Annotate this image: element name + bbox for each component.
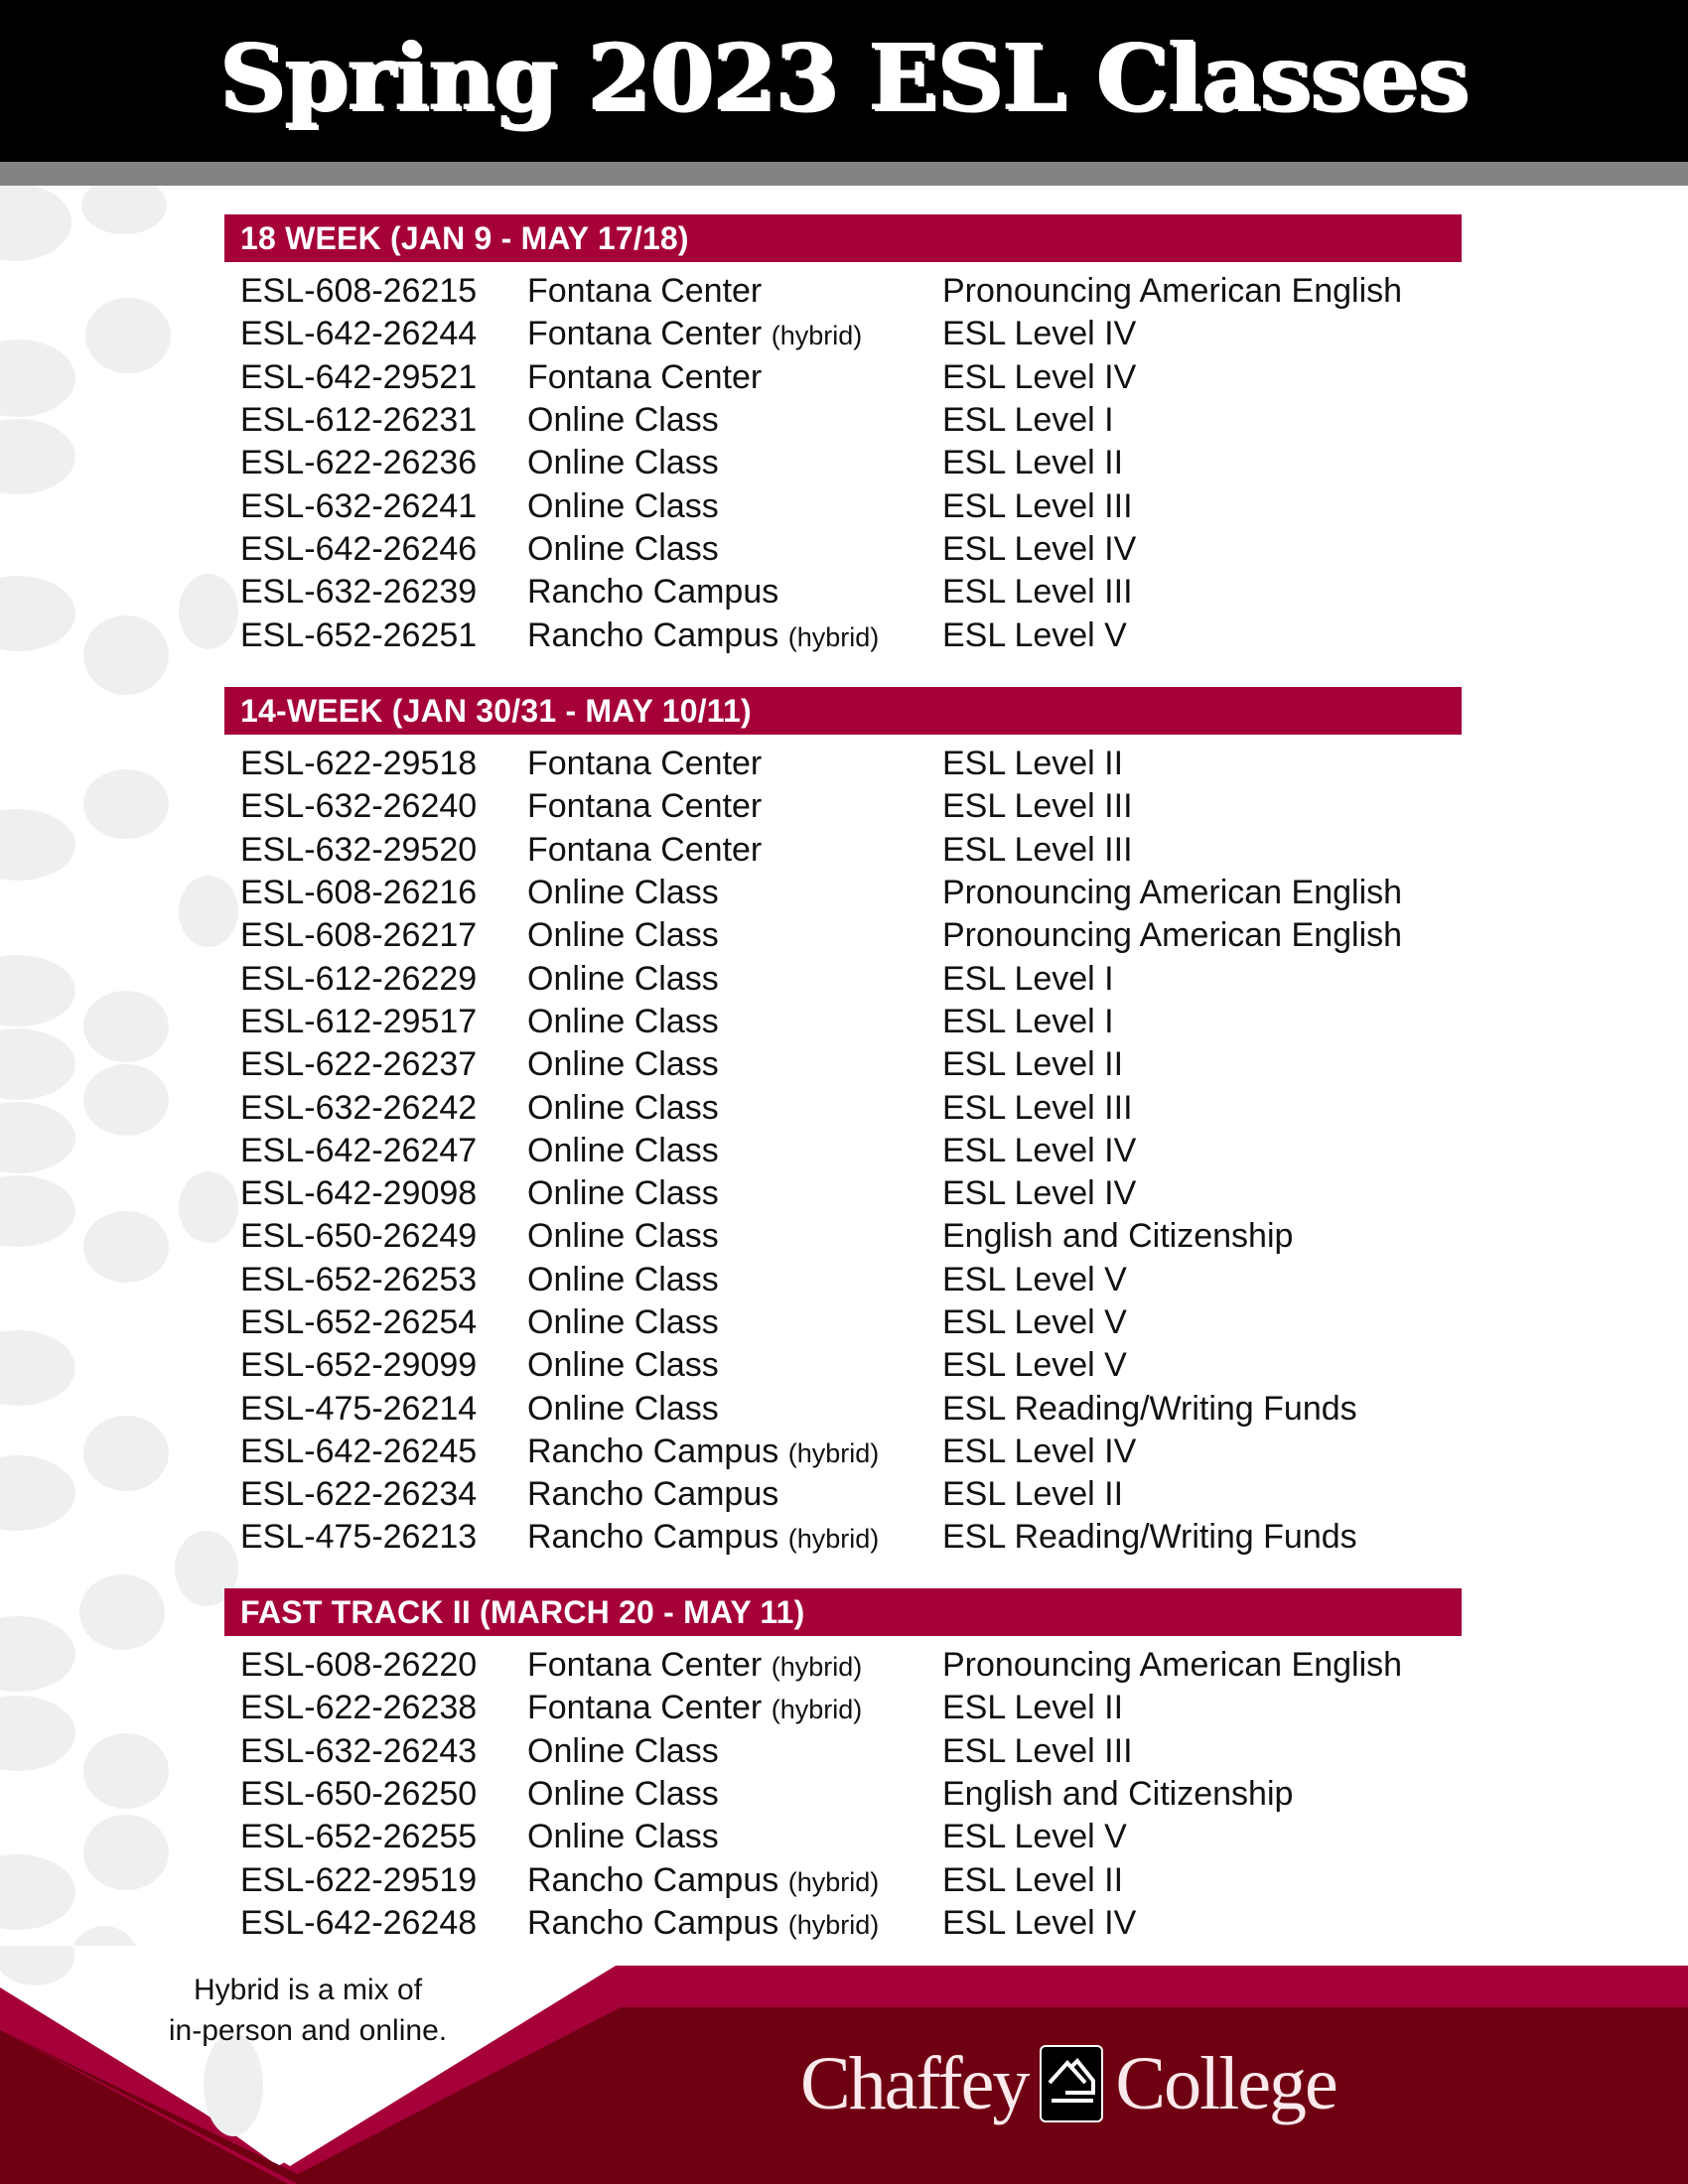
- class-location: [527, 831, 942, 870]
- class-row: [224, 829, 1462, 872]
- class-location: [527, 573, 942, 612]
- course-title: ESL Level IV: [942, 1131, 1137, 1169]
- course-title: ESL Level I: [942, 959, 1114, 998]
- deco-circle: [83, 1815, 169, 1890]
- class-row: [224, 1858, 1462, 1901]
- course-title: ESL Reading/Writing Funds: [942, 1389, 1357, 1428]
- location-name: Online Class: [527, 401, 719, 440]
- class-row: [224, 1344, 1462, 1387]
- class-location: [527, 358, 942, 397]
- class-location: [527, 1732, 942, 1771]
- course-code: ESL-612-26231: [240, 401, 478, 440]
- class-row: [224, 1130, 1462, 1172]
- course-code: ESL-632-26242: [240, 1088, 478, 1127]
- class-row: [224, 1259, 1462, 1301]
- course-title: ESL Level IV: [942, 1174, 1137, 1213]
- hybrid-badge: (hybrid): [787, 1866, 880, 1897]
- class-row: [224, 1473, 1462, 1516]
- class-location: [527, 487, 942, 526]
- deco-circle: [0, 1616, 75, 1692]
- class-location: [527, 916, 942, 955]
- class-location: [527, 530, 942, 569]
- location-name: Online Class: [527, 1303, 719, 1341]
- course-code: ESL-612-26229: [240, 959, 478, 998]
- location-name: Online Class: [527, 916, 719, 955]
- course-code: ESL-652-26254: [240, 1303, 478, 1341]
- class-location: [527, 1261, 942, 1299]
- section-header: 14-WEEK (JAN 30/31 - MAY 10/11): [224, 687, 1462, 735]
- class-location: [527, 1518, 942, 1557]
- location-name: Rancho Campus: [527, 573, 779, 612]
- location-name: Online Class: [527, 1045, 719, 1084]
- course-title: ESL Level V: [942, 1260, 1127, 1298]
- deco-circle: [0, 1175, 75, 1247]
- class-location: [527, 1346, 942, 1385]
- deco-circle: [0, 1330, 75, 1406]
- class-row: [224, 1215, 1462, 1258]
- course-code: ESL-642-29521: [240, 357, 478, 396]
- class-row: [224, 1387, 1462, 1430]
- class-location: [527, 272, 942, 311]
- deco-circle: [0, 576, 75, 651]
- class-row: [224, 1816, 1462, 1858]
- course-code: ESL-622-26238: [240, 1689, 478, 1727]
- course-title: English and Citizenship: [942, 1775, 1294, 1814]
- class-row: [224, 528, 1462, 571]
- course-title: ESL Level IV: [942, 315, 1137, 353]
- course-code: ESL-652-29099: [240, 1346, 478, 1385]
- class-row: [224, 1730, 1462, 1773]
- deco-circle: [0, 809, 75, 881]
- deco-circle: [0, 1696, 75, 1771]
- course-code: ESL-622-26236: [240, 444, 478, 482]
- location-name: Online Class: [527, 874, 719, 912]
- course-code: ESL-642-26245: [240, 1432, 478, 1470]
- class-row: [224, 1001, 1462, 1043]
- class-location: [527, 787, 942, 826]
- course-code: ESL-608-26217: [240, 916, 478, 955]
- class-location: [527, 1390, 942, 1429]
- section-18-week: [224, 214, 1462, 657]
- course-code: ESL-632-26241: [240, 486, 478, 525]
- class-location: [527, 1089, 942, 1128]
- class-list: [224, 1644, 1462, 1945]
- location-name: Fontana Center: [527, 830, 763, 869]
- location-name: Fontana Center: [527, 357, 763, 396]
- location-name: Online Class: [527, 529, 719, 568]
- class-row: [224, 270, 1462, 313]
- location-name: Online Class: [527, 1174, 719, 1213]
- location-name: Rancho Campus: [527, 1518, 779, 1557]
- hybrid-badge: (hybrid): [787, 1437, 880, 1468]
- location-name: Fontana Center: [527, 272, 763, 311]
- course-title: Pronouncing American English: [942, 916, 1403, 955]
- deco-circle: [83, 1416, 169, 1491]
- course-code: ESL-622-26234: [240, 1475, 478, 1514]
- section-header: FAST TRACK II (MARCH 20 - MAY 11): [224, 1588, 1462, 1636]
- location-name: Rancho Campus: [527, 1860, 779, 1899]
- class-location: [527, 444, 942, 482]
- deco-circle: [0, 955, 75, 1026]
- class-location: [527, 1818, 942, 1856]
- course-code: ESL-622-29518: [240, 745, 478, 783]
- class-row: [224, 313, 1462, 355]
- class-location: [527, 1861, 942, 1900]
- course-title: ESL Level II: [942, 1860, 1124, 1899]
- course-title: ESL Level III: [942, 787, 1133, 826]
- class-list: [224, 270, 1462, 657]
- course-code: ESL-650-26250: [240, 1775, 478, 1814]
- course-title: ESL Level V: [942, 1303, 1127, 1341]
- location-name: Online Class: [527, 1818, 719, 1856]
- class-location: [527, 1174, 942, 1213]
- course-title: Pronouncing American English: [942, 1646, 1403, 1685]
- section-header: 18 WEEK (JAN 9 - MAY 17/18): [224, 214, 1462, 262]
- location-name: Online Class: [527, 959, 719, 998]
- hybrid-badge: (hybrid): [771, 1695, 863, 1725]
- location-name: Online Class: [527, 444, 719, 482]
- title-bar: [0, 0, 1688, 162]
- hybrid-note-line2: in-person and online.: [168, 2014, 448, 2047]
- course-code: ESL-632-26240: [240, 787, 478, 826]
- hybrid-note-line1: Hybrid is a mix of: [193, 1974, 423, 2006]
- location-name: Online Class: [527, 1217, 719, 1256]
- course-code: ESL-475-26213: [240, 1518, 478, 1557]
- course-title: ESL Level IV: [942, 1903, 1137, 1942]
- course-title: ESL Level V: [942, 1346, 1127, 1385]
- deco-circle: [85, 298, 171, 373]
- course-title: ESL Level IV: [942, 357, 1137, 396]
- hybrid-badge: (hybrid): [771, 321, 863, 351]
- class-row: [224, 1644, 1462, 1687]
- course-code: ESL-642-26246: [240, 529, 478, 568]
- class-row: [224, 872, 1462, 914]
- class-location: [527, 1433, 942, 1471]
- course-code: ESL-622-29519: [240, 1860, 478, 1899]
- course-code: ESL-652-26253: [240, 1260, 478, 1298]
- course-title: ESL Level V: [942, 1818, 1127, 1856]
- class-location: [527, 616, 942, 655]
- course-code: ESL-612-29517: [240, 1002, 478, 1040]
- class-location: [527, 1646, 942, 1685]
- deco-circle: [83, 991, 169, 1062]
- class-row: [224, 785, 1462, 828]
- location-name: Fontana Center: [527, 787, 763, 826]
- class-location: [527, 1132, 942, 1170]
- course-title: ESL Level II: [942, 1045, 1124, 1084]
- deco-circle: [0, 1028, 75, 1100]
- course-code: ESL-622-26237: [240, 1045, 478, 1084]
- class-location: [527, 1775, 942, 1814]
- course-title: ESL Level IV: [942, 529, 1137, 568]
- class-location: [527, 745, 942, 783]
- location-name: Rancho Campus: [527, 615, 779, 654]
- course-title: ESL Level II: [942, 444, 1124, 482]
- class-location: [527, 401, 942, 440]
- class-row: [224, 484, 1462, 527]
- location-name: Online Class: [527, 1775, 719, 1814]
- location-name: Online Class: [527, 1389, 719, 1428]
- class-row: [224, 957, 1462, 1000]
- course-title: ESL Level III: [942, 1088, 1133, 1127]
- header-divider-strip: [0, 162, 1688, 186]
- location-name: Online Class: [527, 1260, 719, 1298]
- deco-circle: [83, 1733, 169, 1809]
- course-code: ESL-632-26243: [240, 1731, 478, 1770]
- class-row: [224, 1043, 1462, 1086]
- class-row: [224, 571, 1462, 614]
- hybrid-badge: (hybrid): [787, 1524, 880, 1555]
- class-row: [224, 399, 1462, 442]
- course-title: ESL Level III: [942, 573, 1133, 612]
- location-name: Online Class: [527, 1002, 719, 1040]
- deco-circle: [0, 184, 71, 261]
- course-title: ESL Level V: [942, 615, 1127, 654]
- course-title: English and Citizenship: [942, 1217, 1294, 1256]
- mountain-emblem-icon: [1040, 2045, 1103, 2122]
- class-location: [527, 1217, 942, 1256]
- class-location: [527, 874, 942, 912]
- class-row: [224, 1431, 1462, 1473]
- chaffey-college-logo: [800, 2039, 1336, 2128]
- class-row: [224, 356, 1462, 399]
- deco-circle: [0, 1854, 75, 1930]
- location-name: Online Class: [527, 1731, 719, 1770]
- hybrid-badge: (hybrid): [771, 1652, 863, 1683]
- class-row: [224, 1086, 1462, 1129]
- class-location: [527, 1003, 942, 1041]
- class-location: [527, 1303, 942, 1342]
- course-title: ESL Level I: [942, 401, 1114, 440]
- course-title: ESL Level IV: [942, 1432, 1137, 1470]
- deco-circle: [83, 1211, 169, 1283]
- location-name: Fontana Center: [527, 1689, 763, 1727]
- class-location: [527, 1689, 942, 1727]
- deco-circle: [83, 769, 169, 839]
- location-name: Online Class: [527, 1088, 719, 1127]
- course-code: ESL-608-26220: [240, 1646, 478, 1685]
- hybrid-badge: (hybrid): [787, 1909, 880, 1940]
- deco-circle: [83, 615, 169, 695]
- deco-circle: [0, 1102, 75, 1173]
- class-location: [527, 1904, 942, 1943]
- course-code: ESL-642-29098: [240, 1174, 478, 1213]
- course-code: ESL-652-26251: [240, 615, 478, 654]
- course-title: Pronouncing American English: [942, 874, 1403, 912]
- location-name: Fontana Center: [527, 745, 763, 783]
- course-code: ESL-475-26214: [240, 1389, 478, 1428]
- course-title: ESL Level II: [942, 1475, 1124, 1514]
- course-title: ESL Level III: [942, 1731, 1133, 1770]
- course-code: ESL-632-26239: [240, 573, 478, 612]
- class-row: [224, 1172, 1462, 1215]
- course-title: ESL Level II: [942, 745, 1124, 783]
- class-row: [224, 1301, 1462, 1344]
- course-title: ESL Level III: [942, 486, 1133, 525]
- location-name: Rancho Campus: [527, 1475, 779, 1514]
- hybrid-badge: (hybrid): [787, 621, 880, 652]
- location-name: Rancho Campus: [527, 1432, 779, 1470]
- course-title: ESL Reading/Writing Funds: [942, 1518, 1357, 1557]
- logo-text-college: College: [1115, 2041, 1336, 2125]
- location-name: Fontana Center: [527, 315, 763, 353]
- section-fast-track-ii: [224, 1588, 1462, 1945]
- class-row: [224, 743, 1462, 785]
- deco-circle: [79, 1574, 165, 1650]
- course-code: ESL-652-26255: [240, 1818, 478, 1856]
- class-location: [527, 1475, 942, 1514]
- deco-circle: [83, 1064, 169, 1136]
- course-code: ESL-642-26248: [240, 1903, 478, 1942]
- class-row: [224, 1687, 1462, 1729]
- location-name: Online Class: [527, 486, 719, 525]
- deco-circle: [0, 340, 75, 417]
- course-title: ESL Level II: [942, 1689, 1124, 1727]
- class-location: [527, 960, 942, 999]
- hybrid-note: [119, 1970, 496, 2051]
- page-title: Spring 2023 ESL Classes: [219, 23, 1469, 131]
- course-title: ESL Level I: [942, 1002, 1114, 1040]
- class-list: [224, 743, 1462, 1560]
- section-14-week: [224, 687, 1462, 1560]
- class-row: [224, 1902, 1462, 1945]
- class-location: [527, 315, 942, 353]
- course-code: ESL-650-26249: [240, 1217, 478, 1256]
- course-code: ESL-632-29520: [240, 830, 478, 869]
- course-code: ESL-608-26216: [240, 874, 478, 912]
- class-row: [224, 914, 1462, 957]
- deco-circle: [0, 1455, 75, 1531]
- course-code: ESL-642-26247: [240, 1131, 478, 1169]
- location-name: Fontana Center: [527, 1646, 763, 1685]
- deco-circle: [0, 419, 75, 494]
- class-row: [224, 614, 1462, 656]
- location-name: Online Class: [527, 1131, 719, 1169]
- course-code: ESL-642-26244: [240, 315, 478, 353]
- course-title: Pronouncing American English: [942, 272, 1403, 311]
- location-name: Online Class: [527, 1346, 719, 1385]
- class-row: [224, 442, 1462, 484]
- course-code: ESL-608-26215: [240, 272, 478, 311]
- location-name: Rancho Campus: [527, 1903, 779, 1942]
- course-title: ESL Level III: [942, 830, 1133, 869]
- class-location: [527, 1045, 942, 1084]
- logo-text-chaffey: Chaffey: [800, 2041, 1029, 2125]
- class-row: [224, 1516, 1462, 1559]
- class-row: [224, 1773, 1462, 1816]
